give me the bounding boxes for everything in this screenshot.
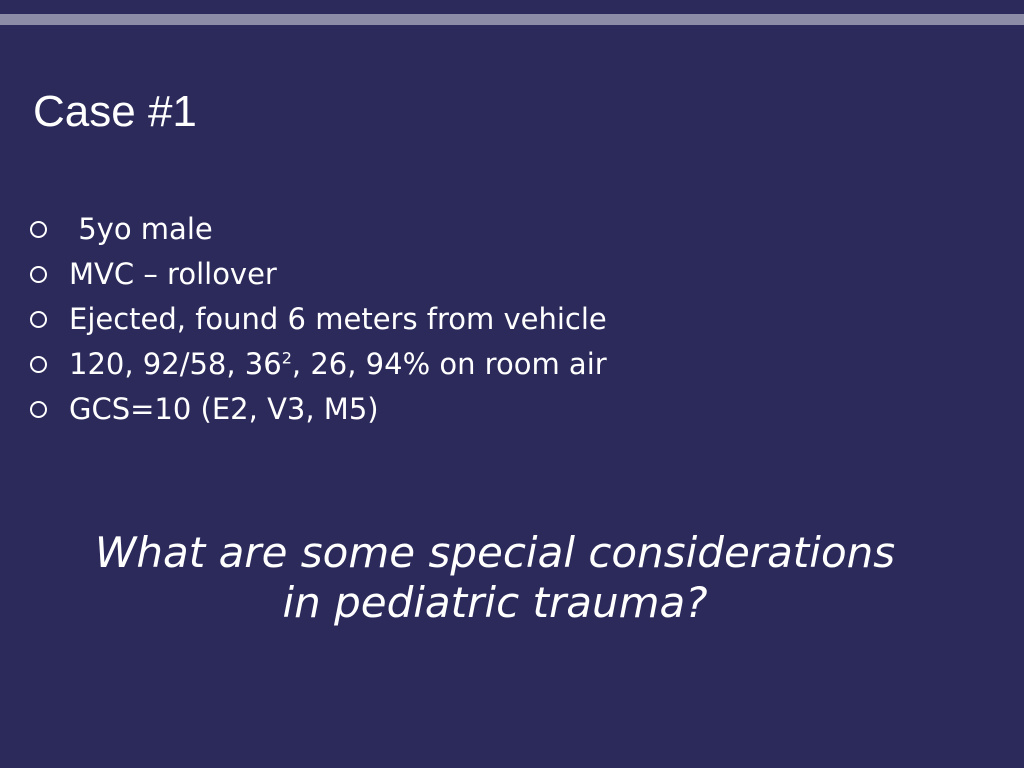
vitals-before: 120, 92/58, 36 (69, 346, 282, 381)
list-item (30, 251, 607, 296)
slide-title: Case #1 (33, 87, 197, 136)
list-item (30, 386, 607, 431)
question-line-2: in pediatric trauma? (282, 578, 708, 627)
circle-bullet-icon (30, 356, 47, 373)
vitals-text (69, 347, 607, 381)
bullet-text: MVC – rollover (69, 256, 277, 291)
circle-bullet-icon (30, 401, 47, 418)
vitals-after: , 26, 94% on room air (291, 346, 607, 381)
header-band (0, 14, 1024, 25)
list-item (30, 296, 607, 341)
vitals-superscript: 2 (281, 347, 292, 367)
circle-bullet-icon (30, 221, 47, 238)
bullet-list (30, 206, 607, 431)
question-line-1: What are some special considerations (94, 528, 896, 577)
circle-bullet-icon (30, 266, 47, 283)
list-item (30, 206, 607, 251)
bullet-text: Ejected, found 6 meters from vehicle (69, 301, 607, 336)
list-item (30, 341, 607, 386)
bullet-text: GCS=10 (E2, V3, M5) (69, 391, 379, 426)
circle-bullet-icon (30, 311, 47, 328)
bullet-text: 5yo male (69, 211, 213, 246)
discussion-question (30, 528, 960, 628)
